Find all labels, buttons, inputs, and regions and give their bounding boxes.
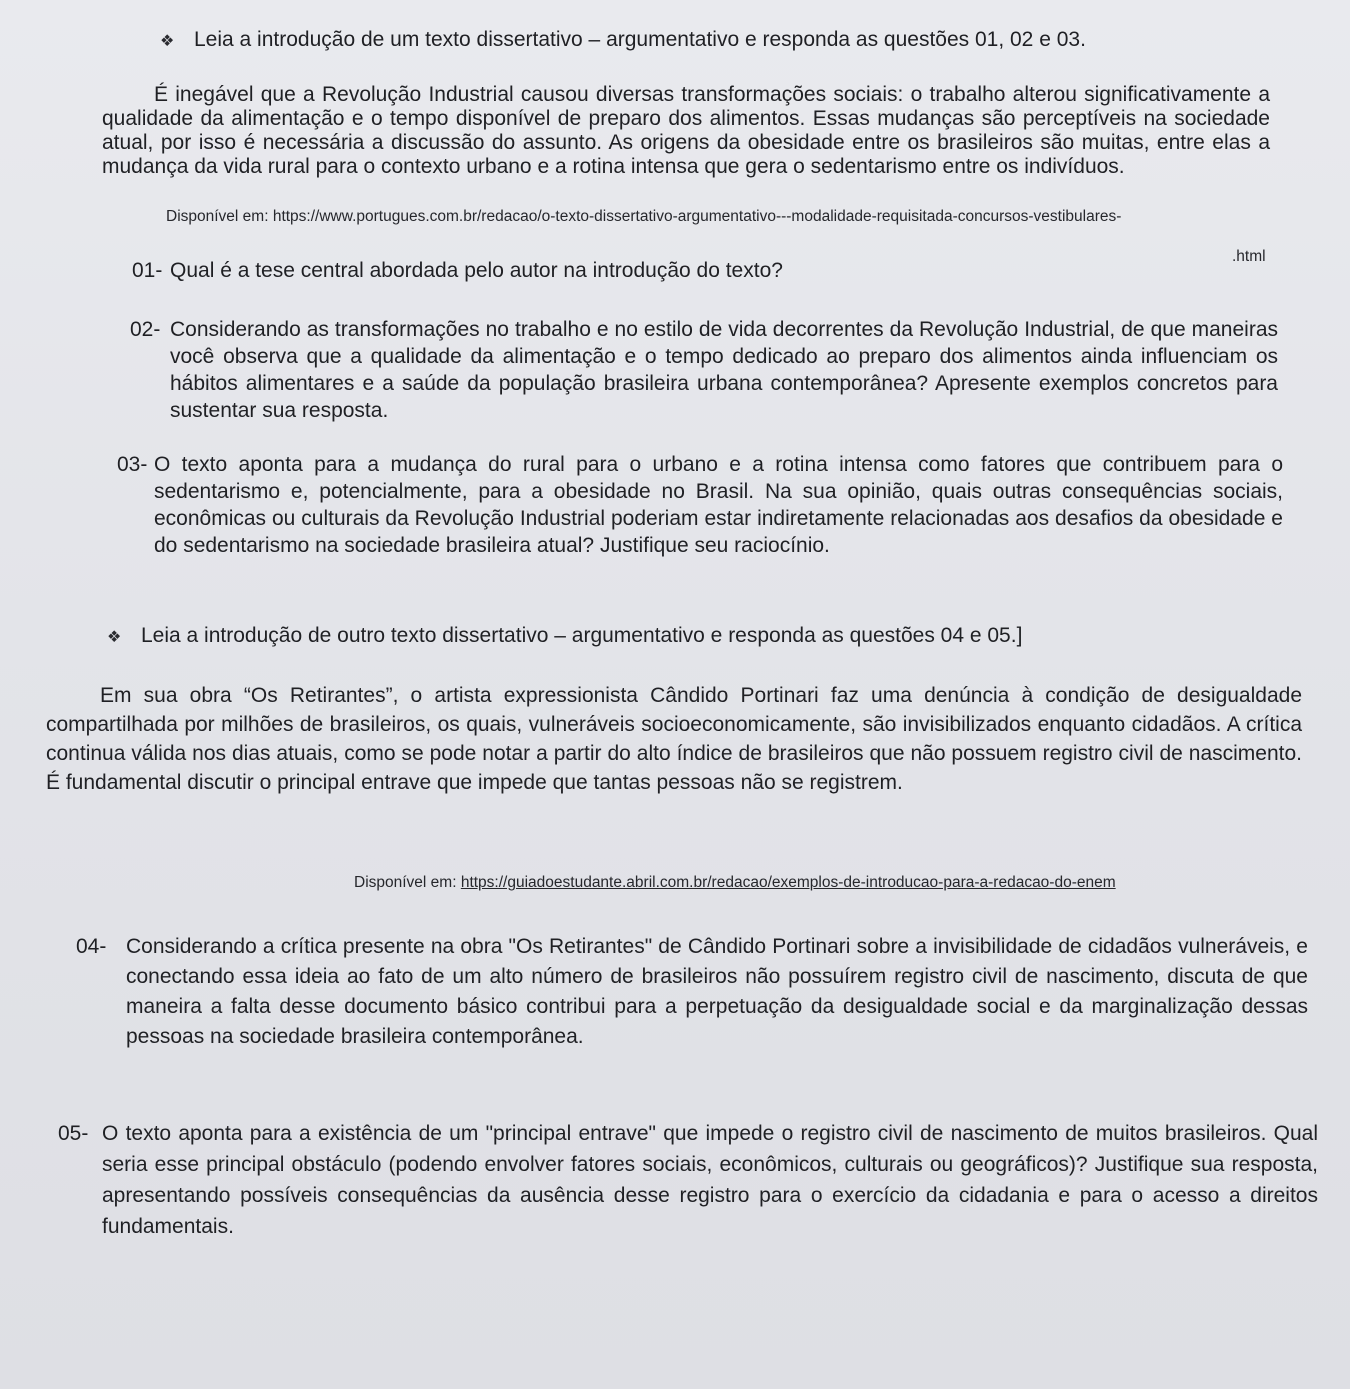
- question-text: Considerando as transformações no trabalho e no estilo de vida decorrentes da Revolução Industrial, de que maneiras você observa que a qualidade da alimentação e o tempo dedicado ao preparo dos alimentos ainda influenciam os hábitos alimentares e a saúde da população brasileira urbana contemporânea? Apresente exemplos concretos para sustentar sua resposta.: [170, 318, 1278, 422]
- source-url[interactable]: https://www.portugues.com.br/redacao/o-texto-dissertativo-argumentativo---modalidade-requisitada-concursos-vestibulares-: [272, 208, 1122, 225]
- source-label: Disponível em:: [354, 874, 457, 891]
- question-text: Qual é a tese central abordada pelo autor na introdução do texto?: [170, 259, 783, 282]
- question-01: [132, 257, 1232, 284]
- question-number: 02-: [130, 318, 161, 341]
- question-number: 01-: [132, 259, 163, 282]
- question-text: O texto aponta para a mudança do rural para o urbano e a rotina intensa como fatores que contribuem para o sedentarismo e, potencialmente, para a obesidade no Brasil. Na sua opinião, quais outras consequências sociais, econômicas ou culturais da Revolução Industrial poderiam estar indiretamente relacionadas aos desafios da obesidade e do sedentarismo na sociedade brasileira atual? Justifique seu raciocínio.: [154, 453, 1283, 557]
- question-number: 05-: [58, 1122, 89, 1145]
- diamond-bullet-icon: ❖: [107, 629, 122, 646]
- section1-source: [166, 208, 1121, 226]
- question-text: O texto aponta para a existência de um "principal entrave" que impede o registro civil de nascimento de muitos brasileiros. Qual seria esse principal obstáculo (podendo envolver fatores sociais, econômicos, culturais ou geográficos)? Justifique sua resposta, apresentando possíveis consequências da ausência desse registro para o exercício da cidadania e para o acesso a direitos fundamentais.: [102, 1122, 1318, 1238]
- section1-instruction: [160, 26, 1086, 55]
- source-url[interactable]: https://guiadoestudante.abril.com.br/redacao/exemplos-de-introducao-para-a-redacao-do-enem: [460, 874, 1116, 891]
- question-02: [130, 316, 1278, 424]
- source-url-end: .html: [1232, 248, 1266, 265]
- section1-instruction-text: Leia a introdução de um texto dissertativo – argumentativo e responda as questões 01, 02 e 03.: [194, 28, 1086, 51]
- question-05: [58, 1118, 1318, 1242]
- question-03: [117, 451, 1283, 559]
- section2-source: [354, 874, 1116, 892]
- diamond-bullet-icon: ❖: [160, 33, 175, 50]
- section2-instruction: [107, 622, 1022, 651]
- question-04: [76, 932, 1308, 1052]
- question-number: 03-: [117, 453, 148, 476]
- section2-instruction-text: Leia a introdução de outro texto dissertativo – argumentativo e responda as questões 04 e 05.]: [141, 624, 1023, 647]
- source-label: Disponível em:: [166, 208, 269, 225]
- section2-paragraph: Em sua obra “Os Retirantes”, o artista expressionista Cândido Portinari faz uma denúncia à condição de desigualdade compartilhada por milhões de brasileiros, os quais, vulneráveis socioeconomicamente, são invisibilizados enquanto cidadãos. A crítica continua válida nos dias atuais, como se pode notar a partir do alto índice de brasileiros que não possuem registro civil de nascimento. É fundamental discutir o principal entrave que impede que tantas pessoas não se registrem.: [46, 684, 1302, 794]
- section1-paragraph: É inegável que a Revolução Industrial causou diversas transformações sociais: o trabalho alterou significativamente a qualidade da alimentação e o tempo disponível de preparo dos alimentos. Essas mudanças são perceptíveis na sociedade atual, por isso é necessária a discussão do assunto. As origens da obesidade entre os brasileiros são muitas, entre elas a mudança da vida rural para o contexto urbano e a rotina intensa que gera o sedentarismo entre os indivíduos.: [102, 83, 1270, 178]
- question-text: Considerando a crítica presente na obra "Os Retirantes" de Cândido Portinari sobre a invisibilidade de cidadãos vulneráveis, e conectando essa ideia ao fato de um alto número de brasileiros não possuírem registro civil de nascimento, discuta de que maneira a falta desse documento básico contribui para a perpetuação da desigualdade social e da marginalização dessas pessoas na sociedade brasileira contemporânea.: [126, 935, 1308, 1048]
- question-number: 04-: [76, 935, 107, 958]
